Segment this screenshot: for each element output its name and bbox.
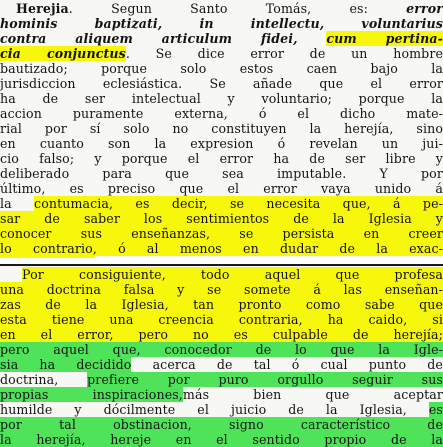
text-line: hominis baptizati, in intellectu, voluntarius xyxy=(0,16,443,31)
green-highlight: la herejía, hereje en el sentido propio de la xyxy=(0,432,443,447)
green-highlight: es xyxy=(428,402,443,417)
text-line: jurisdiccion eclesiástica. Se añade que el error xyxy=(0,76,443,91)
highlight: conocer sus enseñanzas, se persista en creer xyxy=(0,226,443,241)
text-line: accion puramente externa, ó el dicho mate- xyxy=(0,106,443,121)
text-line: propias inspiraciones,más bien que aceptar xyxy=(0,387,443,402)
article-bottom-panel xyxy=(0,264,443,445)
text-line: cia conjunctus. Se dice error de un hombre xyxy=(0,46,443,61)
text-line: en cuanto son la expresion ó revelan un jui- xyxy=(0,136,443,151)
highlight: en el error, pero no es culpable de herejía; xyxy=(0,327,443,342)
headword: Herejia xyxy=(16,1,69,16)
highlight: lo contrario, ó al menos en dudar de la exac- xyxy=(0,241,443,256)
text-line: deliberado para que sea imputable. Y por xyxy=(0,166,443,181)
highlight: cum pertina- xyxy=(326,31,443,46)
text-line xyxy=(0,267,443,282)
text-line: contra aliquem articulum fidei, cum pertina- xyxy=(0,31,443,46)
green-highlight: pero aquel que, conocedor de lo que la Igle- xyxy=(0,342,443,357)
text-line: humilde y dócilmente el juicio de la Iglesia, es xyxy=(0,402,443,417)
text-line: la contumacia, es decir, se necesita que, á pe- xyxy=(0,196,443,211)
green-highlight: propias inspiraciones, xyxy=(0,387,183,402)
highlight: contumacia, es decir, se necesita que, á pe- xyxy=(34,196,443,211)
green-highlight: prefiere por puro orgullo seguir sus xyxy=(87,372,443,387)
highlight: una doctrina falsa y se somete á las enseñan- xyxy=(0,282,443,297)
text-line: Herejia. Segun Santo Tomás, es: error xyxy=(16,1,443,16)
text-line: doctrina, prefiere por puro orgullo seguir sus xyxy=(0,372,443,387)
text-line: ha de ser intelectual y voluntario; porque la xyxy=(0,91,443,106)
text-line: cio falso; y porque el error ha de ser libre y xyxy=(0,151,443,166)
text-line: rial por sí solo no constituyen la herejía, sino xyxy=(0,121,443,136)
green-highlight: por tal obstinacion, signo característico de xyxy=(0,417,443,432)
highlight: Por consiguiente, todo aquel que profesa xyxy=(22,267,443,282)
text-line: sia ha decidido acerca de tal ó cual punto de xyxy=(0,357,443,372)
text-line: bautizado; porque solo estos caen bajo la xyxy=(0,61,443,76)
highlight: zas de la Iglesia, tan pronto como sabe que xyxy=(0,297,443,312)
highlight: cia conjunctus xyxy=(0,46,126,61)
highlight: esta tiene una creencia contraria, ha caido, si xyxy=(0,312,443,327)
green-highlight: sia ha decidido xyxy=(0,357,132,372)
highlight: sar de saber los sentimientos de la Iglesia y xyxy=(0,211,443,226)
text-line: último, es preciso que el error vaya unido á xyxy=(0,181,443,196)
